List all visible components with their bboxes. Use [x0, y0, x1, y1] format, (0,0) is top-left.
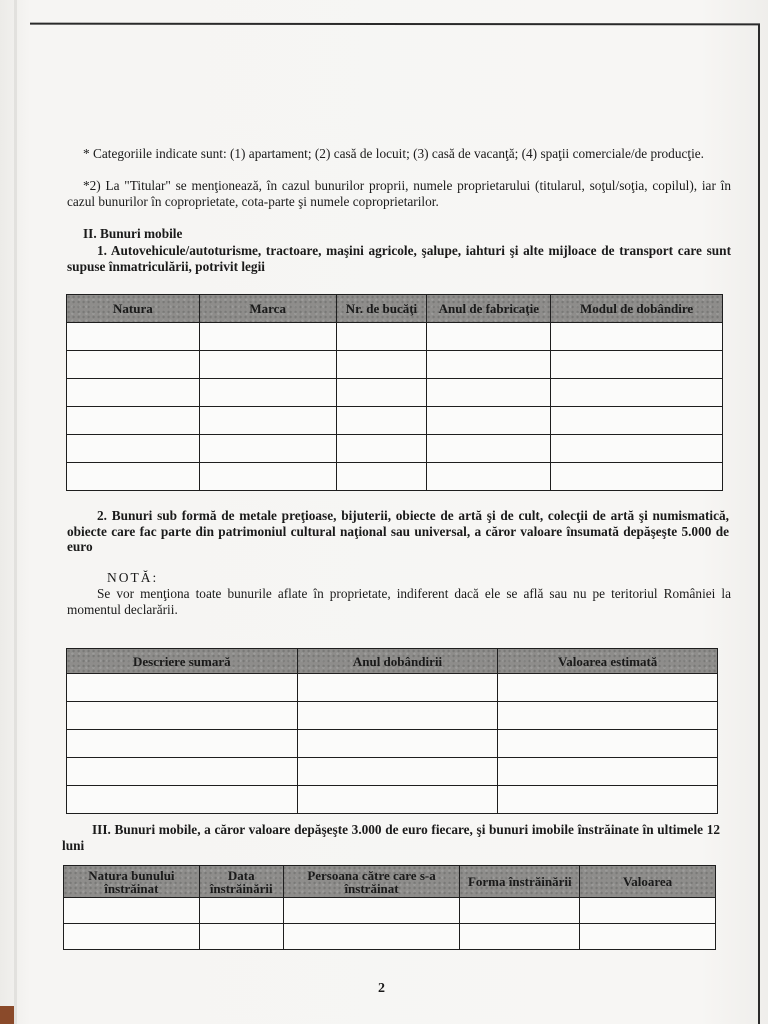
table-cell[interactable] [498, 730, 718, 758]
table-cell[interactable] [199, 379, 336, 407]
column-header-natura: Natura [67, 295, 200, 323]
table-row [67, 758, 718, 786]
table-cell[interactable] [67, 351, 200, 379]
table-cell[interactable] [336, 407, 427, 435]
column-header-valoarea-estimata: Valoarea estimată [498, 649, 718, 674]
table-header-row [67, 295, 723, 323]
footnote-categories: * Categoriile indicate sunt: (1) apartament; (2) casă de locuit; (3) casă de vacanţă; (4) spaţii comerciale/de producţie. [83, 146, 704, 161]
table-cell[interactable] [283, 898, 460, 924]
table-cell[interactable] [336, 323, 427, 351]
table-cell[interactable] [427, 407, 551, 435]
page-edge-shadow [14, 0, 17, 1024]
table-cell[interactable] [498, 758, 718, 786]
table-cell[interactable] [551, 323, 723, 351]
column-header-anul-fabricatie: Anul de fabricaţie [427, 295, 551, 323]
table-cell[interactable] [67, 730, 298, 758]
table-cell[interactable] [427, 351, 551, 379]
table-row [67, 702, 718, 730]
subsection-2-title: 2. Bunuri sub formă de metale preţioase, bijuterii, obiecte de artă şi de cult, colecţii de artă şi numismatică, obiecte care fac parte din patrimoniul cultural naţional sau universal, a căror valoare însumată depăşeşte 5.000 de euro [67, 508, 729, 554]
column-header-natura-bunului: Natura bunului înstrăinat [64, 866, 200, 898]
section-2-heading: II. Bunuri mobile [83, 226, 183, 241]
table-cell[interactable] [67, 702, 298, 730]
table-row [67, 407, 723, 435]
section-3-heading: III. Bunuri mobile, a căror valoare depăşeşte 3.000 de euro fiecare, şi bunuri imobile înstrăinate în ultimele 12 luni [62, 822, 720, 853]
table-cell[interactable] [199, 924, 283, 950]
table-cell[interactable] [64, 898, 200, 924]
table-cell[interactable] [199, 898, 283, 924]
table-cell[interactable] [199, 407, 336, 435]
column-header-forma-instrainarii: Forma înstrăinării [460, 866, 580, 898]
table-cell[interactable] [551, 435, 723, 463]
table-cell[interactable] [199, 351, 336, 379]
table-cell[interactable] [580, 898, 716, 924]
table-cell[interactable] [498, 674, 718, 702]
footnote-titular: *2) La "Titular" se menţionează, în cazul bunurilor proprii, numele proprietarului (titularul, soţul/soţia, copilul), iar în cazul bunurilor în coproprietate, cota-parte şi numele coproprietarilor. [67, 178, 731, 209]
table-cell[interactable] [427, 379, 551, 407]
table-cell[interactable] [336, 351, 427, 379]
table-cell[interactable] [297, 702, 498, 730]
table-cell[interactable] [551, 463, 723, 491]
column-header-data-instrainarii: Data înstrăinării [199, 866, 283, 898]
table-cell[interactable] [297, 730, 498, 758]
nota-label: NOTĂ: [107, 570, 159, 585]
table-cell[interactable] [427, 323, 551, 351]
table-cell[interactable] [64, 924, 200, 950]
column-header-anul-dobandirii: Anul dobândirii [297, 649, 498, 674]
page-number: 2 [378, 981, 385, 996]
table-row [67, 786, 718, 814]
table-header-row [64, 866, 716, 898]
table-cell[interactable] [336, 435, 427, 463]
table-cell[interactable] [460, 924, 580, 950]
column-header-modul-dobandire: Modul de dobândire [551, 295, 723, 323]
table-cell[interactable] [551, 407, 723, 435]
column-header-valoarea: Valoarea [580, 866, 716, 898]
table-row [67, 351, 723, 379]
table-cell[interactable] [67, 758, 298, 786]
table-cell[interactable] [498, 786, 718, 814]
table-cell[interactable] [67, 435, 200, 463]
table-cell[interactable] [336, 463, 427, 491]
alienated-assets-table [63, 865, 716, 950]
table-row [67, 435, 723, 463]
table-cell[interactable] [67, 407, 200, 435]
table-row [64, 898, 716, 924]
table-cell[interactable] [199, 463, 336, 491]
table-cell[interactable] [199, 323, 336, 351]
corner-stain [0, 1006, 14, 1024]
subsection-1-title: 1. Autovehicule/autoturisme, tractoare, maşini agricole, şalupe, iahturi şi alte mijloace de transport care sunt supuse înmatriculării, potrivit legii [67, 243, 731, 274]
vehicles-table [66, 294, 723, 491]
table-cell[interactable] [297, 786, 498, 814]
table-cell[interactable] [297, 758, 498, 786]
table-row [67, 730, 718, 758]
table-cell[interactable] [498, 702, 718, 730]
right-border-line [758, 24, 760, 1024]
table-cell[interactable] [67, 674, 298, 702]
table-cell[interactable] [67, 463, 200, 491]
table-row [67, 379, 723, 407]
table-cell[interactable] [551, 351, 723, 379]
table-cell[interactable] [427, 463, 551, 491]
table-header-row [67, 649, 718, 674]
column-header-persoana: Persoana către care s-a înstrăinat [283, 866, 460, 898]
column-header-marca: Marca [199, 295, 336, 323]
table-row [67, 323, 723, 351]
table-cell[interactable] [297, 674, 498, 702]
table-cell[interactable] [199, 435, 336, 463]
valuables-table [66, 648, 718, 814]
table-cell[interactable] [460, 898, 580, 924]
table-cell[interactable] [551, 379, 723, 407]
table-row [67, 674, 718, 702]
table-cell[interactable] [67, 323, 200, 351]
nota-text: Se vor menţiona toate bunurile aflate în proprietate, indiferent dacă ele se află sau nu pe teritoriul României la momentul declarării. [67, 586, 731, 617]
table-cell[interactable] [67, 786, 298, 814]
table-cell[interactable] [67, 379, 200, 407]
table-cell[interactable] [336, 379, 427, 407]
table-cell[interactable] [580, 924, 716, 950]
top-border-line [30, 23, 760, 26]
table-row [64, 924, 716, 950]
table-row [67, 463, 723, 491]
column-header-nr-bucati: Nr. de bucăţi [336, 295, 427, 323]
column-header-descriere-sumara: Descriere sumară [67, 649, 298, 674]
table-cell[interactable] [283, 924, 460, 950]
table-cell[interactable] [427, 435, 551, 463]
